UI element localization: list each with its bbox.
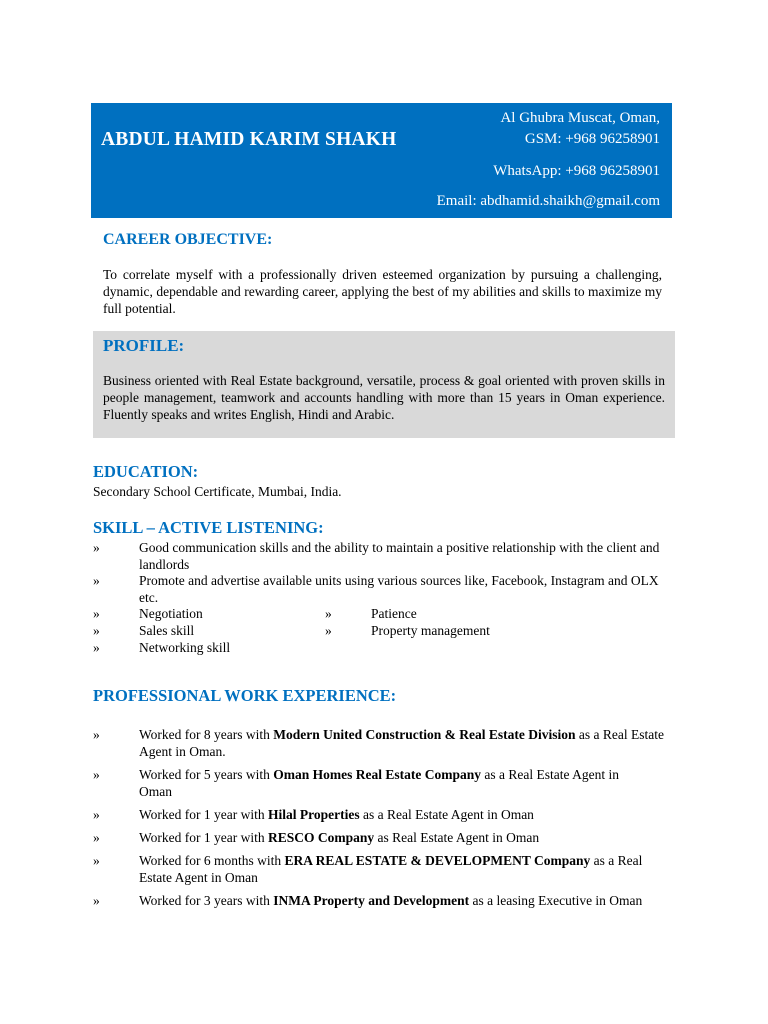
bullet-icon: » [93,830,100,845]
experience-item: Worked for 5 years with Oman Homes Real Estate Company as a Real Estate Agent in Oman [139,767,619,799]
skill-item: Promote and advertise available units using various sources like, Facebook, Instagram and OLX etc. [139,573,659,605]
whatsapp-number: WhatsApp: +968 96258901 [493,163,660,179]
experience-item: Worked for 1 year with Hilal Properties as a Real Estate Agent in Oman [139,807,534,822]
bullet-icon: » [93,606,100,621]
company-name: INMA Property and Development [273,893,470,908]
address: Al Ghubra Muscat, Oman, [500,110,660,126]
education-text: Secondary School Certificate, Mumbai, India. [93,484,342,499]
bullet-icon: » [93,807,100,822]
company-name: ERA REAL ESTATE & DEVELOPMENT Company [284,853,591,868]
skill-item: Good communication skills and the ability to maintain a positive relationship with the client and landlords [139,540,660,572]
bullet-icon: » [93,853,100,868]
company-name: Hilal Properties [268,807,360,822]
experience-item: Worked for 1 year with RESCO Company as Real Estate Agent in Oman [139,830,540,845]
bullet-icon: » [93,540,100,555]
profile-heading: PROFILE: [103,336,185,355]
skill-item: Sales skill [139,623,195,638]
bullet-icon: » [93,573,100,588]
career-objective-heading: CAREER OBJECTIVE: [103,231,273,248]
header-banner [91,103,672,218]
company-name: Modern United Construction & Real Estate Division [273,727,576,742]
profile-section [93,331,675,438]
bullet-icon: » [325,623,332,638]
skills-heading: SKILL – ACTIVE LISTENING: [93,518,324,537]
skill-item: Negotiation [139,606,203,621]
skill-item: Patience [371,606,417,621]
career-objective-text: To correlate myself with a professionally driven esteemed organization by pursuing a challenging, dynamic, dependable and rewarding career, applying the best of my abilities and skills to maximize my full potential. [103,267,662,316]
company-name: Oman Homes Real Estate Company [273,767,481,782]
bullet-icon: » [93,623,100,638]
bullet-icon: » [93,767,100,782]
bullet-icon: » [93,640,100,655]
bullet-icon: » [93,893,100,908]
profile-text: Business oriented with Real Estate background, versatile, process & goal oriented with proven skills in people management, teamwork and accounts handling with more than 15 years in Oman experience. Fluently speaks and writes English, Hindi and Arabic. [103,373,665,422]
bullet-icon: » [93,727,100,742]
education-heading: EDUCATION: [93,462,199,481]
company-name: RESCO Company [268,830,375,845]
experience-item: Worked for 3 years with INMA Property and Development as a leasing Executive in Oman [139,893,643,908]
skill-item: Property management [371,623,490,638]
bullet-icon: » [325,606,332,621]
candidate-name: ABDUL HAMID KARIM SHAKH [101,129,397,150]
skill-item: Networking skill [139,640,231,655]
experience-item: Worked for 6 months with ERA REAL ESTATE & DEVELOPMENT Company as a Real Estate Agent in Oman [139,853,643,885]
gsm-number: GSM: +968 96258901 [524,131,660,147]
email-address: Email: abdhamid.shaikh@gmail.com [436,193,660,209]
experience-heading: PROFESSIONAL WORK EXPERIENCE: [93,686,397,705]
experience-item: Worked for 8 years with Modern United Construction & Real Estate Division as a Real Estate Agent in Oman. [139,727,664,759]
